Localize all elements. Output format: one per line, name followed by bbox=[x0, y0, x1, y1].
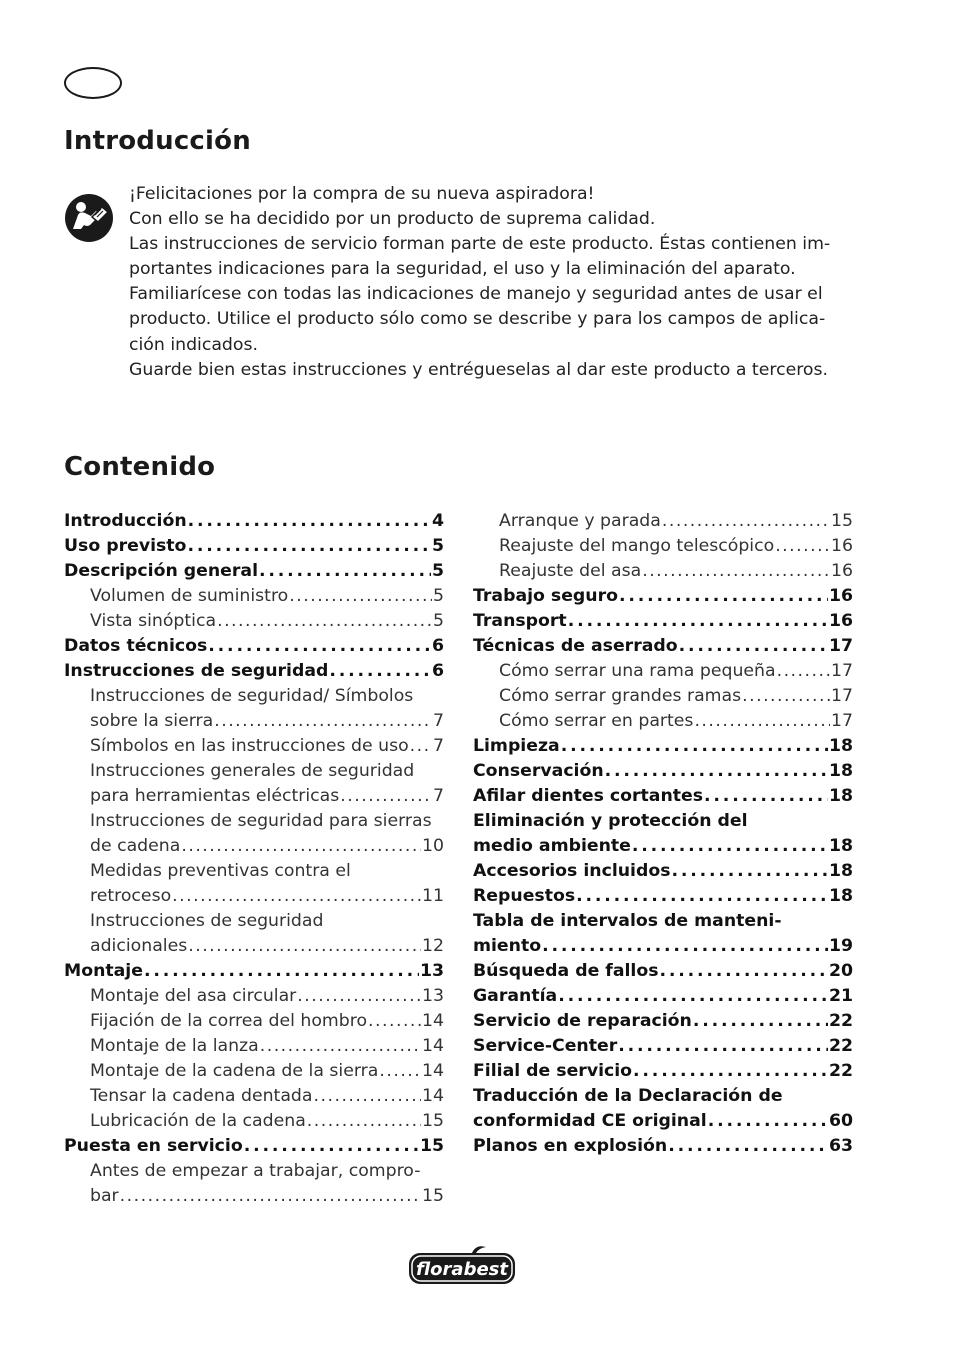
toc-entry-title: Medidas preventivas contra el bbox=[90, 861, 351, 881]
toc-entry-page: 17 bbox=[831, 686, 853, 706]
toc-dot-leader bbox=[704, 784, 828, 809]
toc-entry-title: miento bbox=[473, 936, 542, 956]
intro-line: Las instrucciones de servicio forman parte de este producto. Éstas contienen im- bbox=[129, 234, 831, 255]
toc-dot-leader bbox=[694, 709, 830, 734]
toc-dot-leader bbox=[214, 709, 432, 734]
toc-dot-leader bbox=[314, 1084, 422, 1109]
toc-dot-leader bbox=[217, 609, 432, 634]
intro-line: Guarde bien estas instrucciones y entrégueselas al dar este producto a terceros. bbox=[129, 359, 828, 380]
toc-entry-page: 11 bbox=[422, 886, 444, 906]
toc-entry-page: 14 bbox=[422, 1011, 444, 1031]
toc-entry bbox=[64, 734, 444, 759]
toc-entry-title: Tensar la cadena dentada bbox=[90, 1086, 313, 1106]
toc-entry bbox=[473, 559, 853, 584]
intro-line: Familiarícese con todas las indicaciones de manejo y seguridad antes de usar el bbox=[129, 284, 823, 305]
toc-entry bbox=[473, 684, 853, 709]
toc-entry bbox=[64, 684, 444, 709]
toc-entry-title: Antes de empezar a trabajar, compro- bbox=[90, 1161, 421, 1181]
toc-entry bbox=[64, 784, 444, 809]
toc-entry-title: Eliminación y protección del bbox=[473, 811, 748, 831]
toc-entry-page: 22 bbox=[828, 1061, 853, 1081]
toc-entry bbox=[473, 659, 853, 684]
toc-entry bbox=[64, 559, 444, 584]
contents-heading: Contenido bbox=[64, 452, 216, 482]
toc-entry-title: Instrucciones de seguridad bbox=[64, 661, 329, 681]
toc-entry-page: 15 bbox=[419, 1136, 444, 1156]
toc-entry-title: Cómo serrar grandes ramas bbox=[499, 686, 742, 706]
toc-entry-page: 63 bbox=[828, 1136, 853, 1156]
intro-text bbox=[129, 182, 864, 383]
toc-entry-title: Montaje de la cadena de la sierra bbox=[90, 1061, 379, 1081]
toc-dot-leader bbox=[542, 934, 828, 959]
toc-dot-leader bbox=[188, 934, 421, 959]
toc-entry-title: Cómo serrar una rama pequeña bbox=[499, 661, 776, 681]
toc-entry-title: Limpieza bbox=[473, 736, 560, 756]
toc-column-right bbox=[473, 509, 853, 1159]
toc-entry bbox=[473, 1059, 853, 1084]
toc-dot-leader bbox=[605, 759, 828, 784]
toc-entry bbox=[64, 1059, 444, 1084]
toc-entry-page: 5 bbox=[431, 561, 444, 581]
toc-dot-leader bbox=[144, 959, 419, 984]
intro-line: producto. Utilice el producto sólo como se describe y para los campos de aplica- bbox=[129, 309, 826, 330]
toc-entry-page: 15 bbox=[831, 511, 853, 531]
toc-entry-page: 16 bbox=[831, 561, 853, 581]
toc-entry-title: Fijación de la correa del hombro bbox=[90, 1011, 368, 1031]
toc-entry-page: 5 bbox=[433, 586, 444, 606]
toc-entry-title: Búsqueda de fallos bbox=[473, 961, 659, 981]
toc-dot-leader bbox=[693, 1009, 828, 1034]
toc-entry bbox=[473, 509, 853, 534]
toc-entry bbox=[64, 759, 444, 784]
toc-dot-leader bbox=[777, 659, 830, 684]
toc-entry-title: Accesorios incluidos bbox=[473, 861, 671, 881]
toc-entry-page: 7 bbox=[433, 786, 444, 806]
toc-entry-title: Montaje del asa circular bbox=[90, 986, 297, 1006]
toc-entry-title: Afilar dientes cortantes bbox=[473, 786, 704, 806]
toc-entry bbox=[64, 534, 444, 559]
toc-entry-title: Filial de servicio bbox=[473, 1061, 633, 1081]
toc-entry bbox=[64, 1009, 444, 1034]
toc-dot-leader bbox=[708, 1109, 828, 1134]
toc-entry-page: 20 bbox=[828, 961, 853, 981]
toc-entry bbox=[64, 1084, 444, 1109]
toc-entry-title: Traducción de la Declaración de bbox=[473, 1086, 783, 1106]
toc-dot-leader bbox=[662, 509, 830, 534]
toc-entry-page: 7 bbox=[433, 711, 444, 731]
toc-entry-title: Planos en explosión bbox=[473, 1136, 668, 1156]
toc-entry bbox=[64, 909, 444, 934]
toc-entry bbox=[473, 834, 853, 859]
toc-entry-title: Trabajo seguro bbox=[473, 586, 618, 606]
toc-entry-page: 19 bbox=[828, 936, 853, 956]
toc-entry-page: 18 bbox=[828, 736, 853, 756]
toc-entry bbox=[473, 534, 853, 559]
toc-entry-page: 7 bbox=[433, 736, 444, 756]
toc-dot-leader bbox=[329, 659, 431, 684]
toc-entry-page: 12 bbox=[422, 936, 444, 956]
toc-entry-title: Instrucciones de seguridad para sierras bbox=[90, 811, 432, 831]
toc-dot-leader bbox=[297, 984, 421, 1009]
toc-entry-title: Datos técnicos bbox=[64, 636, 208, 656]
toc-entry bbox=[473, 959, 853, 984]
toc-entry bbox=[64, 509, 444, 534]
toc-entry bbox=[473, 784, 853, 809]
toc-dot-leader bbox=[672, 859, 828, 884]
toc-entry-page: 13 bbox=[422, 986, 444, 1006]
toc-dot-leader bbox=[410, 734, 432, 759]
toc-entry bbox=[473, 759, 853, 784]
toc-dot-leader bbox=[568, 609, 828, 634]
toc-entry-page: 22 bbox=[828, 1036, 853, 1056]
toc-entry-title: Reajuste del asa bbox=[499, 561, 642, 581]
toc-entry-page: 14 bbox=[422, 1086, 444, 1106]
toc-entry-title: Reajuste del mango telescópico bbox=[499, 536, 775, 556]
toc-dot-leader bbox=[187, 534, 431, 559]
toc-entry bbox=[473, 859, 853, 884]
toc-dot-leader bbox=[259, 559, 431, 584]
toc-entry-page: 5 bbox=[433, 611, 444, 631]
toc-dot-leader bbox=[307, 1109, 421, 1134]
toc-entry-page: 18 bbox=[828, 786, 853, 806]
toc-dot-leader bbox=[660, 959, 828, 984]
toc-entry-title: sobre la sierra bbox=[90, 711, 214, 731]
toc-entry bbox=[64, 1184, 444, 1209]
toc-entry bbox=[473, 984, 853, 1009]
toc-entry bbox=[64, 609, 444, 634]
toc-entry bbox=[473, 709, 853, 734]
toc-entry-page: 15 bbox=[422, 1186, 444, 1206]
intro-line: ¡Felicitaciones por la compra de su nueva aspiradora! bbox=[129, 184, 595, 204]
toc-entry bbox=[473, 1034, 853, 1059]
toc-entry-title: medio ambiente bbox=[473, 836, 631, 856]
toc-column-left bbox=[64, 509, 444, 1209]
toc-entry bbox=[64, 884, 444, 909]
toc-entry bbox=[473, 634, 853, 659]
toc-entry-page: 17 bbox=[831, 711, 853, 731]
toc-entry-title: para herramientas eléctricas bbox=[90, 786, 340, 806]
toc-entry-page: 16 bbox=[828, 611, 853, 631]
toc-dot-leader bbox=[368, 1009, 421, 1034]
toc-entry-page: 21 bbox=[828, 986, 853, 1006]
toc-entry-page: 4 bbox=[431, 511, 444, 531]
toc-entry-page: 18 bbox=[828, 836, 853, 856]
toc-entry-title: Montaje de la lanza bbox=[90, 1036, 259, 1056]
toc-entry bbox=[64, 809, 444, 834]
toc-entry bbox=[64, 1109, 444, 1134]
toc-entry bbox=[473, 909, 853, 934]
toc-entry bbox=[64, 959, 444, 984]
toc-entry-title: Instrucciones generales de seguridad bbox=[90, 761, 415, 781]
toc-entry-title: conformidad CE original bbox=[473, 1111, 707, 1131]
toc-entry-page: 17 bbox=[828, 636, 853, 656]
toc-entry-title: Lubricación de la cadena bbox=[90, 1111, 306, 1131]
toc-entry-title: Instrucciones de seguridad bbox=[90, 911, 324, 931]
toc-entry-page: 14 bbox=[422, 1061, 444, 1081]
language-badge bbox=[64, 67, 122, 99]
toc-entry-title: retroceso bbox=[90, 886, 172, 906]
toc-entry-title: Transport bbox=[473, 611, 567, 631]
toc-entry bbox=[473, 734, 853, 759]
toc-dot-leader bbox=[289, 584, 432, 609]
toc-entry bbox=[64, 659, 444, 684]
toc-entry-title: Descripción general bbox=[64, 561, 258, 581]
toc-entry-page: 17 bbox=[831, 661, 853, 681]
toc-dot-leader bbox=[775, 534, 830, 559]
toc-entry-page: 18 bbox=[828, 886, 853, 906]
toc-entry-title: Service-Center bbox=[473, 1036, 618, 1056]
toc-entry bbox=[64, 709, 444, 734]
toc-entry-page: 18 bbox=[828, 861, 853, 881]
florabest-logo bbox=[406, 1244, 518, 1288]
toc-entry-title: Arranque y parada bbox=[499, 511, 661, 531]
toc-entry-page: 16 bbox=[828, 586, 853, 606]
toc-dot-leader bbox=[742, 684, 830, 709]
toc-entry bbox=[473, 609, 853, 634]
toc-dot-leader bbox=[340, 784, 432, 809]
toc-entry bbox=[64, 1034, 444, 1059]
toc-entry-title: Garantía bbox=[473, 986, 558, 1006]
toc-dot-leader bbox=[642, 559, 830, 584]
toc-dot-leader bbox=[120, 1184, 421, 1209]
toc-entry-page: 6 bbox=[431, 636, 444, 656]
toc-entry-title: Vista sinóptica bbox=[90, 611, 217, 631]
toc-dot-leader bbox=[561, 734, 828, 759]
toc-entry-title: adicionales bbox=[90, 936, 188, 956]
toc-entry bbox=[473, 1009, 853, 1034]
toc-entry-title: Puesta en servicio bbox=[64, 1136, 243, 1156]
toc-entry bbox=[473, 584, 853, 609]
toc-entry bbox=[473, 1109, 853, 1134]
toc-entry-title: Volumen de suministro bbox=[90, 586, 289, 606]
read-manual-icon bbox=[64, 193, 114, 243]
toc-dot-leader bbox=[679, 634, 828, 659]
toc-dot-leader bbox=[558, 984, 828, 1009]
toc-entry bbox=[64, 634, 444, 659]
toc-dot-leader bbox=[172, 884, 421, 909]
toc-entry-title: Uso previsto bbox=[64, 536, 187, 556]
toc-entry-page: 14 bbox=[422, 1036, 444, 1056]
toc-entry-page: 10 bbox=[422, 836, 444, 856]
brand-text: florabest bbox=[416, 1259, 508, 1280]
toc-entry-page: 22 bbox=[828, 1011, 853, 1031]
toc-entry-title: Conservación bbox=[473, 761, 604, 781]
toc-entry-title: de cadena bbox=[90, 836, 181, 856]
toc-dot-leader bbox=[633, 1059, 828, 1084]
toc-entry bbox=[473, 1084, 853, 1109]
toc-dot-leader bbox=[260, 1034, 421, 1059]
toc-dot-leader bbox=[632, 834, 828, 859]
toc-dot-leader bbox=[244, 1134, 419, 1159]
toc-entry bbox=[64, 984, 444, 1009]
toc-dot-leader bbox=[618, 1034, 828, 1059]
toc-entry-title: Servicio de reparación bbox=[473, 1011, 692, 1031]
toc-entry-title: Introducción bbox=[64, 511, 187, 531]
toc-entry-title: Montaje bbox=[64, 961, 143, 981]
toc-entry-title: Tabla de intervalos de manteni- bbox=[473, 911, 782, 931]
toc-entry bbox=[64, 1134, 444, 1159]
toc-dot-leader bbox=[208, 634, 431, 659]
toc-entry bbox=[64, 584, 444, 609]
toc-entry bbox=[473, 809, 853, 834]
toc-entry-page: 6 bbox=[431, 661, 444, 681]
toc-entry-page: 5 bbox=[431, 536, 444, 556]
toc-entry-title: Repuestos bbox=[473, 886, 576, 906]
toc-entry-page: 18 bbox=[828, 761, 853, 781]
toc-dot-leader bbox=[576, 884, 828, 909]
toc-dot-leader bbox=[619, 584, 828, 609]
toc-entry-title: Técnicas de aserrado bbox=[473, 636, 678, 656]
intro-line: portantes indicaciones para la seguridad, el uso y la eliminación del aparato. bbox=[129, 259, 796, 280]
toc-entry-page: 60 bbox=[828, 1111, 853, 1131]
toc-entry-title: bar bbox=[90, 1186, 119, 1206]
toc-dot-leader bbox=[379, 1059, 421, 1084]
toc-entry bbox=[64, 1159, 444, 1184]
intro-heading: Introducción bbox=[64, 126, 251, 156]
intro-line: ción indicados. bbox=[129, 334, 258, 355]
toc-entry-title: Instrucciones de seguridad/ Símbolos bbox=[90, 686, 414, 706]
toc-entry bbox=[473, 934, 853, 959]
toc-entry bbox=[473, 1134, 853, 1159]
toc-entry-page: 16 bbox=[831, 536, 853, 556]
toc-dot-leader bbox=[668, 1134, 828, 1159]
toc-entry bbox=[473, 884, 853, 909]
toc-dot-leader bbox=[188, 509, 431, 534]
toc-entry bbox=[64, 934, 444, 959]
toc-entry bbox=[64, 859, 444, 884]
intro-line: Con ello se ha decidido por un producto de suprema calidad. bbox=[129, 209, 656, 230]
toc-dot-leader bbox=[181, 834, 421, 859]
toc-entry-page: 13 bbox=[419, 961, 444, 981]
toc-entry-title: Símbolos en las instrucciones de uso bbox=[90, 736, 409, 756]
toc-entry bbox=[64, 834, 444, 859]
toc-entry-title: Cómo serrar en partes bbox=[499, 711, 694, 731]
toc-entry-page: 15 bbox=[422, 1111, 444, 1131]
